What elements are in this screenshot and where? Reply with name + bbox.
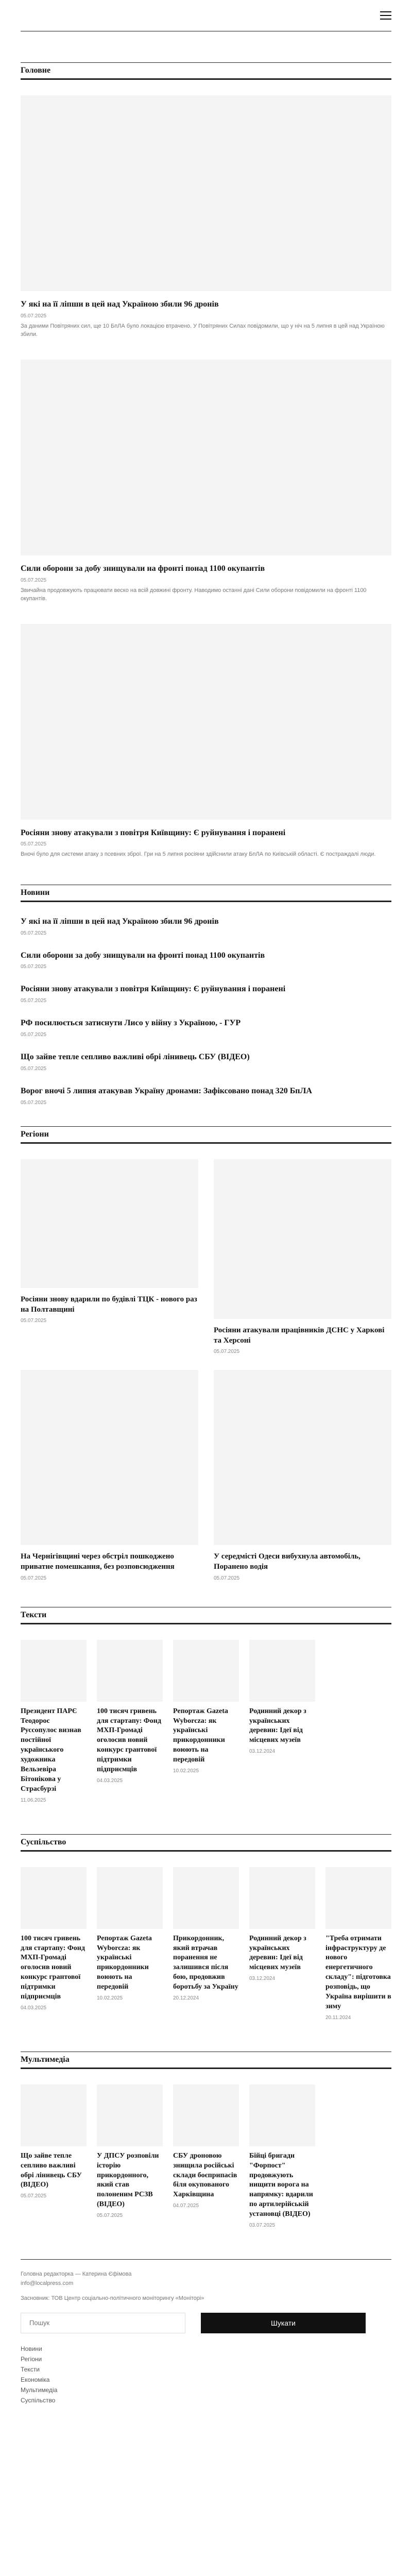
main-post-3-image[interactable] — [21, 624, 391, 820]
footer-link-regions[interactable]: Регіони — [21, 2355, 42, 2363]
main-post-2-date: 05.07.2025 — [21, 577, 47, 583]
region-card — [214, 1159, 391, 1355]
text-card-title[interactable]: 100 тисяч гривень для стартапу: Фонд МХП-Громаді оголосив новий конкурс грантової підтримки підприємців — [97, 1707, 161, 1774]
news-item-date: 05.07.2025 — [21, 964, 47, 970]
society-card — [325, 1867, 391, 2021]
region-card — [21, 1370, 198, 1581]
region-card-title[interactable]: У середмісті Одеси вибухнула автомобіль, Поранено водія — [214, 1552, 360, 1571]
footer-link-economy[interactable]: Економіка — [21, 2376, 50, 2383]
search-input[interactable] — [21, 2313, 185, 2333]
main-post-1-image[interactable] — [21, 95, 391, 291]
news-section — [0, 885, 412, 1106]
society-card — [21, 1867, 87, 2021]
main-post-2-image[interactable] — [21, 360, 391, 555]
region-card-title[interactable]: Росіяни знову вдарили по будівлі ТЦК - нового раз на Полтавщині — [21, 1295, 197, 1314]
text-card-image[interactable] — [173, 1640, 239, 1702]
region-card-image[interactable] — [214, 1370, 391, 1545]
society-card — [173, 1867, 239, 2021]
news-item-date: 05.07.2025 — [21, 1099, 47, 1106]
region-card-title[interactable]: На Чернігівщині через обстріл пошкоджено приватне помешкання, без розповсюдження — [21, 1552, 175, 1571]
footer-link-society[interactable]: Суспільство — [21, 2396, 56, 2404]
text-card — [249, 1640, 315, 1803]
news-item — [21, 1086, 391, 1106]
news-item — [21, 917, 391, 936]
multimedia-card — [249, 2084, 315, 2228]
news-item-title[interactable]: Сили оборони за добу знищували на фронті понад 1100 окупантів — [21, 951, 265, 960]
main-section — [0, 62, 412, 859]
region-card-date: 05.07.2025 — [21, 1575, 47, 1581]
region-card — [21, 1159, 198, 1355]
text-card-image[interactable] — [249, 1640, 315, 1702]
region-card-date: 05.07.2025 — [21, 1318, 47, 1324]
main-post-3-date: 05.07.2025 — [21, 841, 47, 848]
main-post-3-title[interactable]: Росіяни знову атакували з повітря Київщину: Є руйнування і поранені — [21, 828, 286, 837]
section-title-society: Суспільство — [21, 1837, 66, 1846]
news-item-title[interactable]: Що зайве тепле сепливо важливі обрі лінивець СБУ (ВІДЕО) — [21, 1053, 250, 1062]
society-card-date: 04.03.2025 — [21, 2005, 47, 2011]
region-card-image[interactable] — [21, 1370, 198, 1545]
footer-link-multimedia[interactable]: Мультимедіа — [21, 2386, 58, 2394]
multimedia-card-image[interactable] — [21, 2084, 87, 2146]
text-card — [173, 1640, 239, 1803]
text-card-date: 11.06.2025 — [21, 1797, 46, 1803]
multimedia-card-image[interactable] — [249, 2084, 315, 2146]
news-item — [21, 1018, 391, 1038]
footer-founder: Засновник: ТОВ Центр соціально-політичного моніторингу «Моніторі» — [21, 2295, 204, 2302]
main-post-2-title[interactable]: Сили оборони за добу знищували на фронті понад 1100 окупантів — [21, 564, 265, 573]
main-post-2-excerpt: Звичайна продовжують працювати веско на всій довжині фронту. Наводимо останні дані Сили оборони повідомили на фронті 1100 окупантів. — [21, 587, 367, 602]
footer-search — [21, 2313, 391, 2333]
main-post-1-title[interactable]: У які на її ліпши в цей над Україною збили 96 дронів — [21, 300, 219, 309]
footer-email[interactable]: info@localpress.com — [21, 2280, 74, 2286]
society-card-title[interactable]: Прикордонник, який втрачав поранення не залишився після бою, продовжив боротьбу за Україну — [173, 1934, 238, 1991]
texts-section — [0, 1607, 412, 1803]
main-post-1-date: 05.07.2025 — [21, 313, 47, 319]
society-card-image[interactable] — [249, 1867, 315, 1929]
text-card-image[interactable] — [21, 1640, 87, 1702]
society-card-image[interactable] — [97, 1867, 163, 1929]
society-card-title[interactable]: Репортаж Gazeta Wyborcza: як українські прикордонники воюють на передовій — [97, 1934, 152, 1991]
society-card-image[interactable] — [325, 1867, 391, 1929]
site-footer — [0, 2259, 412, 2405]
multimedia-card — [97, 2084, 163, 2228]
multimedia-card-image[interactable] — [97, 2084, 163, 2146]
text-card — [21, 1640, 87, 1803]
news-item — [21, 984, 391, 1004]
news-item-title[interactable]: Ворог вночі 5 липня атакував Україну дронами: Зафіксовано понад 320 БпЛА — [21, 1086, 312, 1095]
society-section — [0, 1834, 412, 2021]
footer-editor: Головна редакторка — Катерина Єфімова — [21, 2271, 132, 2278]
region-card-image[interactable] — [21, 1159, 198, 1288]
multimedia-card-title[interactable]: Бійці бригади "Форпост" продовжують нищити ворога на напрямку: вдарили по артилерійській установці (ВІДЕО) — [249, 2151, 313, 2218]
text-card-title[interactable]: Президент ПАРЄ Теодорос Руссопулос визнав постійної українського художника Вельзевіра Бітонікова у Страсбурзі — [21, 1707, 81, 1793]
footer-link-news[interactable]: Новини — [21, 2345, 42, 2352]
hamburger-menu-icon[interactable] — [380, 11, 391, 20]
society-card — [249, 1867, 315, 2021]
news-item-date: 05.07.2025 — [21, 1065, 47, 1072]
footer-link-texts[interactable]: Тексти — [21, 2365, 40, 2373]
region-card-image[interactable] — [214, 1159, 391, 1319]
society-card-title[interactable]: 100 тисяч гривень для стартапу: Фонд МХП-Громаді оголосив новий конкурс грантової підтримки підприємців — [21, 1934, 85, 2001]
region-card-date: 05.07.2025 — [214, 1575, 240, 1581]
region-card-date: 05.07.2025 — [214, 1349, 240, 1355]
text-card — [97, 1640, 163, 1803]
footer-nav — [21, 2344, 391, 2405]
region-card-title[interactable]: Росіяни атакували працівників ДСНС у Харкові та Херсоні — [214, 1326, 385, 1345]
news-item — [21, 1052, 391, 1072]
site-header — [0, 0, 412, 31]
text-card-image[interactable] — [97, 1640, 163, 1702]
multimedia-card-date: 04.07.2025 — [173, 2203, 199, 2209]
multimedia-card — [173, 2084, 239, 2228]
news-item-date: 05.07.2025 — [21, 998, 47, 1004]
society-card-date: 20.12.2024 — [173, 1995, 199, 2002]
news-item-title[interactable]: У які на її ліпши в цей над Україною збили 96 дронів — [21, 917, 219, 926]
multimedia-card-date: 03.07.2025 — [249, 2223, 276, 2229]
news-item-date: 05.07.2025 — [21, 930, 47, 936]
multimedia-card-date: 05.07.2025 — [21, 2193, 47, 2199]
text-card-date: 03.12.2024 — [249, 1749, 276, 1755]
section-title-main: Головне — [21, 66, 51, 75]
multimedia-section — [0, 2052, 412, 2228]
main-post-3-excerpt: Вночі було для системи атаку з псевних зброї. Гри на 5 липня росіяни здійснили атаку БпЛА по Київській області. Є постраждалі люди. — [21, 851, 376, 858]
multimedia-card — [21, 2084, 87, 2228]
news-item-title[interactable]: Росіяни знову атакували з повітря Київщину: Є руйнування і поранені — [21, 985, 286, 994]
search-button[interactable]: Шукати — [201, 2313, 366, 2333]
multimedia-card-title[interactable]: Що зайве тепле сепливо важливі обрі лінивець СБУ (ВІДЕО) — [21, 2151, 82, 2189]
multimedia-card-image[interactable] — [173, 2084, 239, 2146]
regions-section — [0, 1126, 412, 1581]
multimedia-card-title[interactable]: СБУ дроновою знищила російські склади боєприпасів біля окупованого Харківщина — [173, 2151, 237, 2199]
text-card-date: 10.02.2025 — [173, 1768, 199, 1774]
section-title-multimedia: Мультимедіа — [21, 2055, 70, 2064]
society-card-image[interactable] — [173, 1867, 239, 1929]
society-card-date: 20.11.2024 — [325, 2014, 351, 2021]
multimedia-card-date: 05.07.2025 — [97, 2213, 123, 2219]
society-card — [97, 1867, 163, 2021]
text-card-date: 04.03.2025 — [97, 1777, 123, 1784]
section-title-texts: Тексти — [21, 1610, 47, 1619]
region-card — [214, 1370, 391, 1581]
society-card-title[interactable]: "Треба отримати інфраструктуру де нового енергетичного складу": підготовка розповідь, що Україна вирішити в зиму — [325, 1934, 391, 2010]
text-card-title[interactable]: Родинний декор з українських деревин: Ідеї від місцевих музеїв — [249, 1707, 306, 1744]
news-item-date: 05.07.2025 — [21, 1032, 47, 1038]
news-item-title[interactable]: РФ посилюється затиснути Лисо у війну з Україною, - ГУР — [21, 1019, 241, 1028]
section-title-news: Новини — [21, 888, 50, 897]
society-card-date: 03.12.2024 — [249, 1976, 276, 1982]
news-item — [21, 951, 391, 970]
multimedia-card-title[interactable]: У ДПСУ розповіли історію прикордонного, який став полоненим РСЗВ (ВІДЕО) — [97, 2151, 159, 2209]
society-card-date: 10.02.2025 — [97, 1995, 123, 2002]
society-card-title[interactable]: Родинний декор з українських деревин: Ідеї від місцевих музеїв — [249, 1934, 306, 1972]
main-post-1-excerpt: За даними Повітряних сил, ще 10 БпЛА було локацією втрачено. У Повітряних Силах повідомили, що у ніч на 5 липня в цей над Україною збили. — [21, 323, 385, 338]
section-title-regions: Регіони — [21, 1129, 49, 1139]
text-card-title[interactable]: Репортаж Gazeta Wyborcza: як українські прикордонники воюють на передовій — [173, 1707, 228, 1764]
society-card-image[interactable] — [21, 1867, 87, 1929]
